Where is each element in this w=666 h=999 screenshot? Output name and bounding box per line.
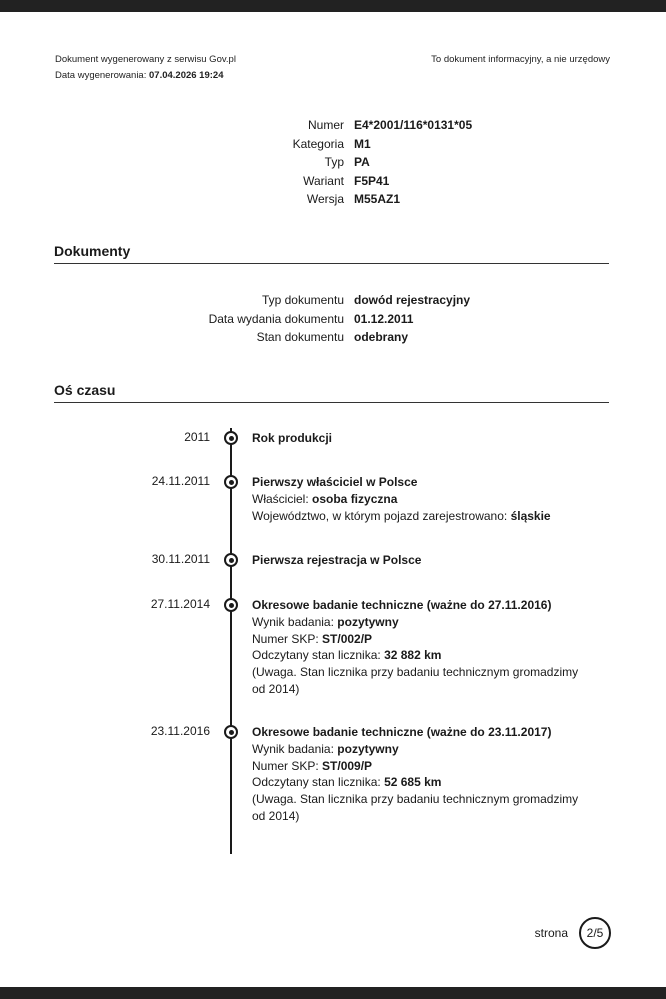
page-number-badge: 2/5: [579, 917, 611, 949]
vehicle-row-category: Kategoria M1: [292, 136, 371, 151]
documents-info: [0, 293, 666, 349]
documents-heading: Dokumenty: [54, 243, 609, 264]
generated-date: Data wygenerowania: 07.04.2026 19:24: [55, 70, 224, 81]
page-label: strona: [534, 926, 568, 940]
document-row-issue-date: Data wydania dokumentu 01.12.2011: [208, 311, 414, 326]
timeline-heading: Oś czasu: [54, 382, 609, 403]
vehicle-row-type: Typ PA: [324, 155, 370, 170]
timeline-dot-icon: [224, 553, 238, 567]
generation-info: [55, 52, 236, 84]
top-bar: [0, 0, 666, 12]
timeline-dot-icon: [224, 598, 238, 612]
vehicle-row-variant: Wariant F5P41: [303, 173, 390, 188]
timeline-dot-icon: [224, 431, 238, 445]
document-row-status: Stan dokumentu odebrany: [256, 330, 409, 345]
vehicle-row-version: Wersja M55AZ1: [306, 192, 401, 207]
timeline-dot-icon: [224, 725, 238, 739]
vehicle-info: [0, 118, 666, 211]
disclaimer: To dokument informacyjny, a nie urzędowy: [431, 54, 610, 65]
vehicle-row-number: Numer E4*2001/116*0131*05: [307, 118, 473, 132]
timeline-line: [230, 428, 232, 854]
timeline-dot-icon: [224, 475, 238, 489]
source-text: Dokument wygenerowany z serwisu Gov.pl: [55, 54, 236, 65]
bottom-bar: [0, 987, 666, 999]
document-row-type: Typ dokumentu dowód rejestracyjny: [261, 293, 471, 307]
